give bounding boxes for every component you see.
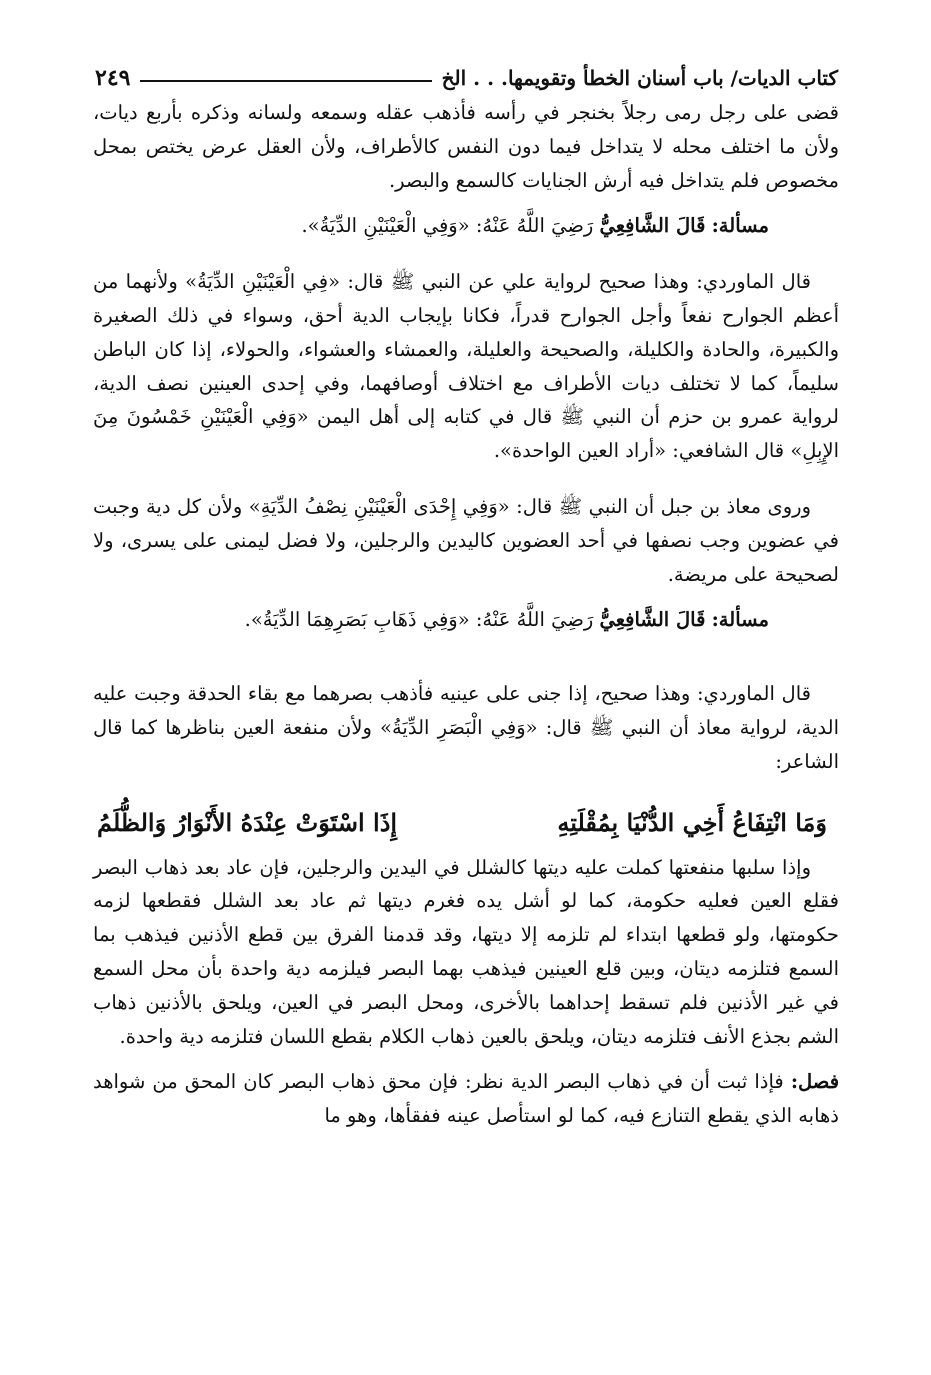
masala-heading-2 (93, 603, 839, 637)
paragraph-loss-of-sight: وإذا سلبها منفعتها كملت عليه ديتها كالشلل في اليدين والرجلين، فإن عاد بعد ذهاب البصر فقلع العين فعليه حكومة، كما لو أشل يده فغرم ديتها ثم عاد بعد الشلل فقطعها لزمه حكومتها، ولو قطعها ابتداء لم تلزمه إلا ديتها، وقد قدمنا الفرق بين قطع الأذنين فيذهب بما السمع فتلزمه ديتان، وبين قلع العينين فيذهب بهما البصر فيلزمه دية واحدة بأن محل السمع في غير الأذنين فلم تسقط إحداهما بالأخرى، ومحل البصر في العين، ويلحق بالأذنين ذهاب الشم بجذع الأنف فتلزمه ديتان، ويلحق بالعين ذهاب الكلام بقطع اللسان فتلزمه دية واحدة. (93, 855, 839, 1048)
masala-name: قَالَ الشَّافِعِيُّ (599, 214, 706, 238)
paragraph-muadh: وروى معاذ بن جبل أن النبي ﷺ قال: «وَفِي إِحْدَى الْعَيْنَيْنِ نِصْفُ الدِّيَةِ» ولأن كل دية وجبت في عضوين وجب نصفها في أحد العضوين كاليدين والرجلين، ولا فضل ليمنى على يسرى، ولا لصحيحة على مريضة. (93, 494, 839, 586)
fasl-text: فإذا ثبت أن في ذهاب البصر الدية نظر: فإن محق ذهاب البصر كان المحق من شواهد ذهابه الذي يقطع التنازع فيه، كما لو استأصل عينه ففقأها، وهو ما (93, 1070, 839, 1128)
paragraph-mawardi-1: قال الماوردي: وهذا صحيح لرواية علي عن النبي ﷺ قال: «فِي الْعَيْنَيْنِ الدِّيَةُ» ولأنهما من أعظم الجوارح نفعاً وأجل الجوارح قدراً، فكانا بإيجاب الدية أحق، وسواء في ذلك الصغيرة والكبيرة، والحادة والكليلة، والصحيحة والعليلة، والعمشاء والعشواء، والحولاء، إذا كان الباطن سليماً، كما لا تختلف ديات الأطراف مع اختلاف أوصافهما، وفي إحدى العينين نصف الدية، لرواية عمرو بن حزم أن النبي ﷺ قال في كتابه إلى أهل اليمن «وَفِي الْعَيْنَيْنِ خَمْسُونَ مِنَ الإِبِلِ» قال الشافعي: «أراد العين الواحدة». (93, 270, 839, 463)
verse-second-hemistich: إِذَا اسْتَوَتْ عِنْدَهُ الأَنْوَارُ وَالظُّلَمُ (97, 807, 398, 837)
header-title: كتاب الديات/ باب أسنان الخطأ وتقويمها. . . الخ (441, 66, 838, 90)
paragraph-continuation: قضى على رجل رمى رجلاً بخنجر في رأسه فأذهب عقله وسمعه ولسانه وذكره بأربع ديات، ولأن ما اختلف محله لا يتداخل فيما دون النفس كالأطراف، ولأن العقل عرض يختص بمحل مخصوص فلم يتداخل فيه أرش الجنايات كالسمع والبصر. (93, 101, 839, 192)
running-header (95, 58, 838, 98)
page-body (93, 96, 839, 1133)
header-rule (140, 80, 431, 82)
paragraph-mawardi-2: قال الماوردي: وهذا صحيح، إذا جنى على عينيه فأذهب بصرهما مع بقاء الحدقة وجبت عليه الدية، لرواية معاذ أن النبي ﷺ قال: «وَفِي الْبَصَرِ الدِّيَةُ» ولأن منفعة العين بناظرها كما قال الشاعر: (93, 682, 839, 773)
masala-label: مسألة: (711, 214, 769, 238)
masala-label: مسألة: (711, 608, 769, 632)
masala-text: رَضِيَ اللَّهُ عَنْهُ: «وَفِي الْعَيْنَيْنِ الدِّيَةُ». (301, 214, 594, 238)
fasl-paragraph (93, 1065, 839, 1133)
masala-name: قَالَ الشَّافِعِيُّ (599, 608, 706, 632)
masala-text: رَضِيَ اللَّهُ عَنْهُ: «وَفِي ذَهَابِ بَصَرِهِمَا الدِّيَةُ». (244, 608, 594, 632)
verse-first-hemistich: وَمَا انْتِفَاعُ أَخِي الدُّنْيَا بِمُقْلَتِهِ (557, 807, 827, 837)
poetry-verse (93, 803, 827, 843)
page-number: ٢٤٩ (95, 65, 131, 91)
masala-heading-1 (93, 209, 839, 243)
fasl-label: فصل: (790, 1070, 840, 1094)
